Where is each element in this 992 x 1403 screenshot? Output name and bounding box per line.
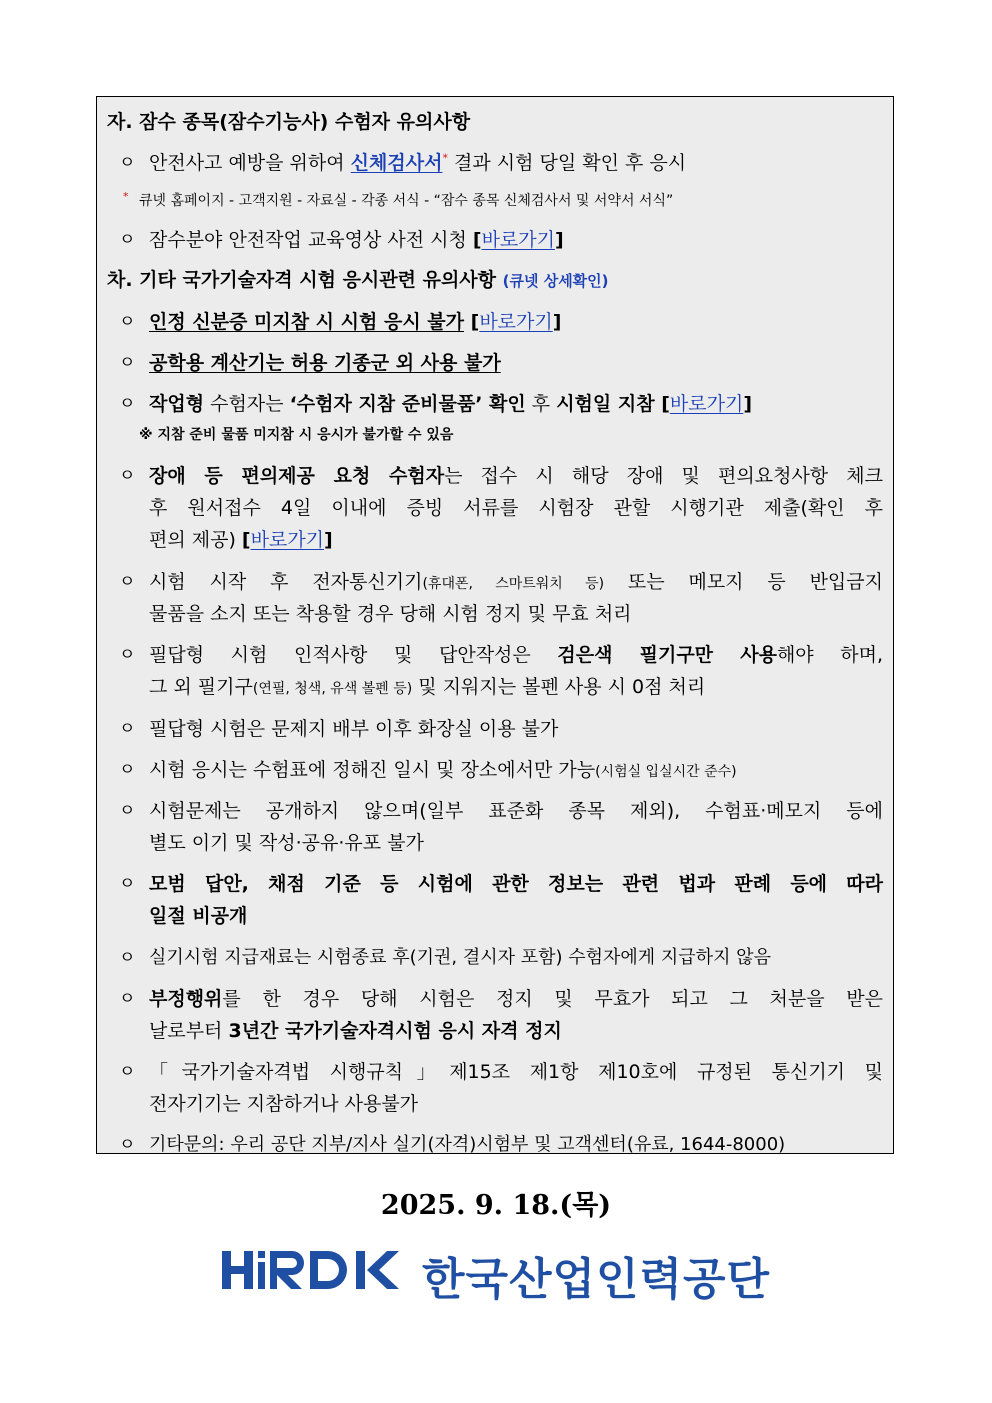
accommodation-link[interactable]: 바로가기 <box>250 529 325 551</box>
hrdk-logo <box>222 1243 782 1305</box>
section-cha-title: 차. 기타 국가기술자격 시험 응시관련 유의사항 (큐넷 상세확인) <box>107 269 609 291</box>
section-ja-title: 자. 잠수 종목(잠수기능사) 수험자 유의사항 <box>107 111 471 133</box>
education-video-link[interactable]: 바로가기 <box>481 229 555 251</box>
hrdk-logo-mark <box>222 1243 412 1295</box>
document-date: 2025. 9. 18.(목) <box>380 1190 612 1221</box>
supplies-link[interactable]: 바로가기 <box>669 393 744 415</box>
company-name: 한국산업인력공단 <box>422 1254 771 1305</box>
physical-exam-link[interactable]: 신체검사서 <box>350 152 443 174</box>
notice-box: 자. 잠수 종목(잠수기능사) 수험자 유의사항 ㅇ 안전사고 예방을 위하여 신체검사서* 결과 시험 당일 확인 후 응시 * 큐넷 홈페이지 - 고객지원 - 자료실 - 각종 서식 - “잠수 종목 신체검사서 및 서약서 서식” ㅇ 잠수분야 안전작업 교육영상 사전 시청 [바로가기] 차. 기타 국가기술자격 시험 응시관련 유의사항 (큐넷 상세확인) ㅇ 인정 신분증 미지참 시 시험 응시 불가 [바로가기] ㅇ 공학용 계산기는 허용 기종군 외 사용 불가 ㅇ 작업형 수험자는 ‘수험자 지참 준비물품’ 확인 후 시험일 지참 [바로가기] ※ 지참 준비 물품 미지참 시 응시가 불가할 수 있음 ㅇ 장애 등 편의제공 요청 수험자는 접수 시 해당 장애 및 편의요청사항 체크 후 원서접수 4일 이내에 증빙 서류를 시험장 관할 시행기관 제출(확인 후 편의 제공) [바로가기] ㅇ 시험 시작 후 전자통신기기(휴대폰, 스마트워치 등) 또는 메모지 등 반입금지 물품을 소지 또는 착용할 경우 당해 시험 정지 및 무효 처리 ㅇ 필답형 시험 인적사항 및 답안작성은 검은색 필기구만 사용해야 하며, 그 외 필기구(연필, 청색, 유색 볼펜 등) 및 지워지는 볼펜 사용 시 0점 처리 ㅇ 필답형 시험은 문제지 배부 이후 화장실 이용 불가 ㅇ 시험 응시는 수험표에 정해진 일시 및 장소에서만 가능(시험실 입실시간 준수) ㅇ 시험문제는 공개하지 않으며(일부 표준화 종목 제외), 수험표·메모지 등에 별도 이기 및 작성·공유·유포 불가 ㅇ 모범 답안, 채점 기준 등 시험에 관한 정보는 관련 법과 판례 등에 따라 일절 비공개 ㅇ 실기시험 지급재료는 시험종료 후(기권, 결시자 포함) 수험자에게 지급하지 않음 ㅇ 부정행위를 한 경우 당해 시험은 정지 및 무효가 되고 그 처분을 받은 날로부터 3년간 국가기술자격시험 응시 자격 정지 ㅇ 「국가기술자격법 시행규칙」제15조 제1항 제10호에 규정된 통신기기 및 전자기기는 지참하거나 사용불가 ㅇ 기타문의: 우리 공단 지부/지사 실기(자격)시험부 및 고객센터(유료, 1644-8000) <box>96 96 894 1154</box>
id-card-link[interactable]: 바로가기 <box>479 311 553 333</box>
bullet: ㅇ <box>119 153 136 173</box>
